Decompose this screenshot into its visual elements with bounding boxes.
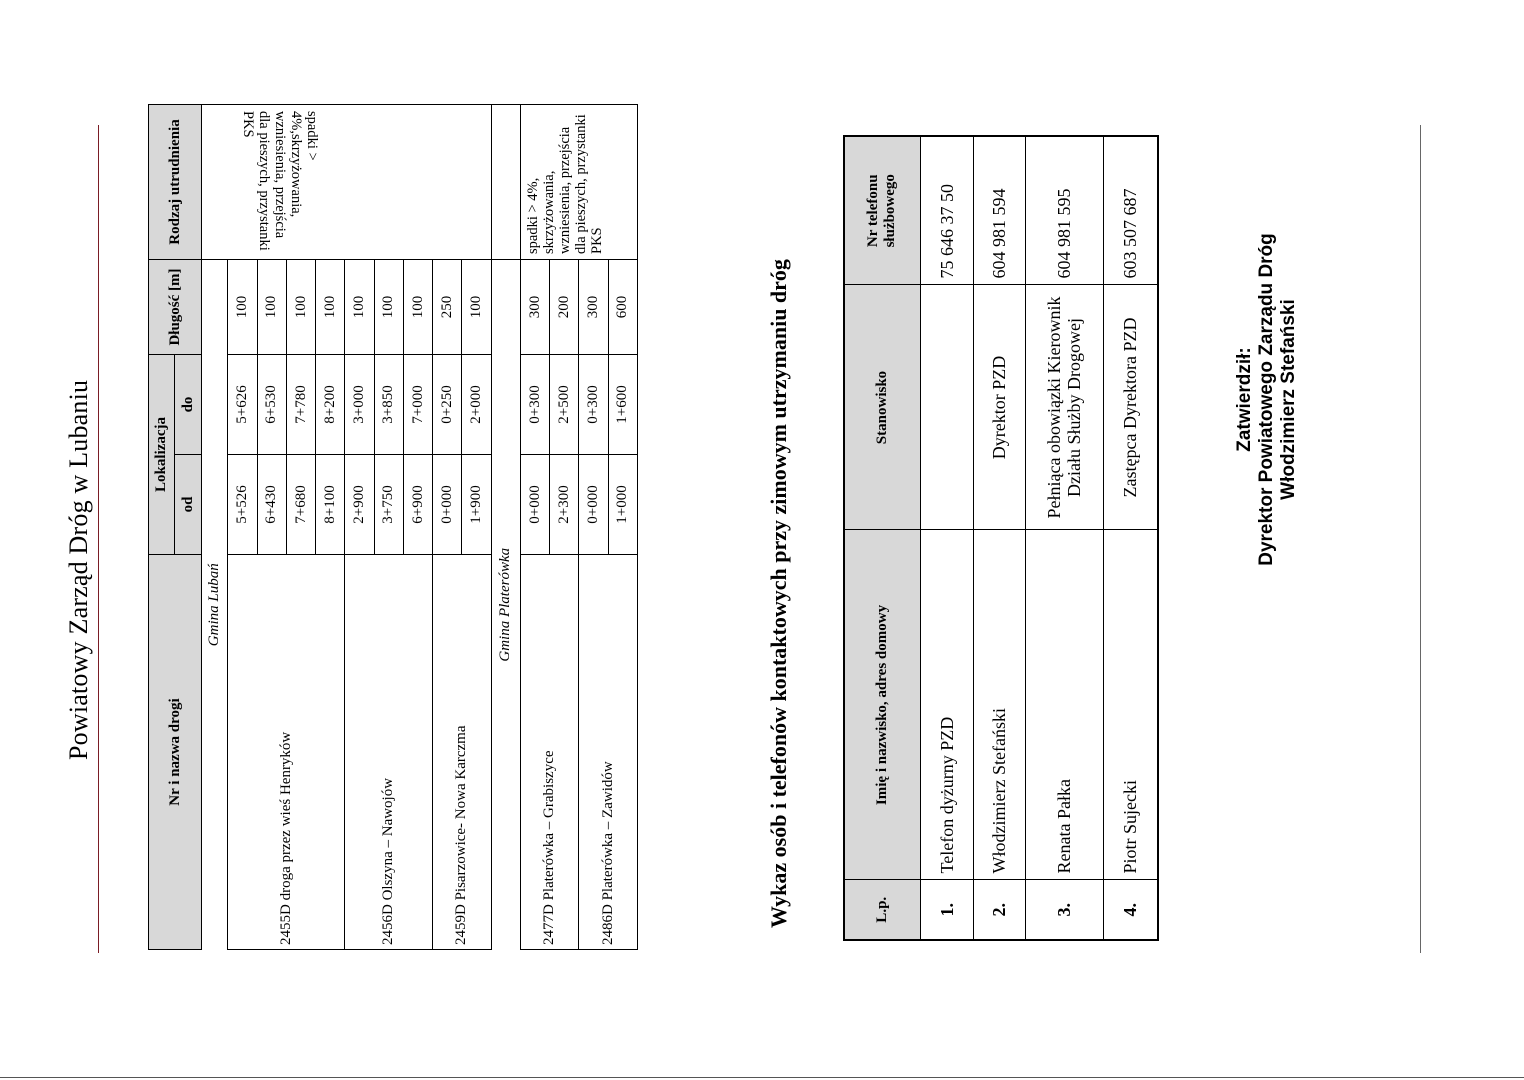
contacts-table [843,135,1159,941]
cell-from: 3+750 [374,455,403,555]
cell-to: 2+500 [550,355,579,455]
signature-approved-label: Zatwierdził: [1234,347,1255,452]
right-margin-rule [1420,125,1421,953]
contact-phone: 603 507 687 [1104,136,1158,285]
group-heading: Gmina Lubań [202,260,228,950]
cell-from: 7+680 [286,455,315,555]
contact-name: Włodzimierz Stefański [974,530,1025,880]
cell-length: 250 [433,260,462,355]
cell-length: 100 [345,260,374,355]
cell-from: 0+000 [520,455,549,555]
col-header-location: Lokalizacja [149,355,175,555]
contact-phone: 604 981 594 [974,136,1025,285]
cell-length: 600 [608,260,637,355]
contact-phone: 75 646 37 50 [920,136,973,285]
cell-length: 100 [286,260,315,355]
cell-from: 8+100 [316,455,345,555]
road-difficulty-table [148,104,638,950]
cell-length: 100 [228,260,257,355]
road-name: 2459D Pisarzowice- Nowa Karczma [433,555,492,950]
cell-to: 7+780 [286,355,315,455]
road-name: 2455D droga przez wieś Henryków [228,555,345,950]
cell-to: 5+626 [228,355,257,455]
col-header-road: Nr i nazwa drogi [149,555,202,950]
signature-block [1234,207,1300,592]
cell-from: 6+430 [257,455,286,555]
col-header-from: od [175,455,202,555]
contact-position: Pełniąca obowiązki Kierownik Działu Służby Drogowej [1025,285,1104,530]
cell-to: 0+250 [433,355,462,455]
cell-length: 100 [462,260,491,355]
road-difficulty-table-wrapper [148,104,638,950]
contacts-title: Wykaz osób i telefonów kontaktowych przy zimowym utrzymaniu dróg [766,259,791,928]
cell-from: 0+000 [433,455,462,555]
col-header-difficulty: Rodzaj utrudnienia [149,105,202,260]
cell-to: 3+000 [345,355,374,455]
cell-to: 0+300 [520,355,549,455]
road-name: 2477D Platerówka – Grabiszyce [520,555,579,950]
col-header-lp: L.p. [844,880,920,940]
contact-position: Zastępca Dyrektora PZD [1104,285,1158,530]
cell-length: 300 [520,260,549,355]
contact-position [920,285,973,530]
cell-to: 3+850 [374,355,403,455]
difficulty-text: spadki > 4%, skrzyżowania, wzniesienia, przejścia dla pieszych, przystanki PKS [524,114,605,254]
cell-from: 1+000 [608,455,637,555]
spacer-cell [491,105,520,260]
col-header-to: do [175,355,202,455]
row-number: 2. [974,880,1025,940]
col-header-name: Imię i nazwisko, adres domowy [844,530,920,880]
contacts-table-wrapper [843,135,1159,941]
cell-to: 1+600 [608,355,637,455]
page-title: Powiatowy Zarząd Dróg w Lubaniu [64,379,93,760]
col-header-phone: Nr telefonu służbowego [844,136,920,285]
col-header-length: Długość [m] [149,260,202,355]
cell-length: 300 [579,260,608,355]
road-name: 2456D Olszyna – Nawojów [345,555,433,950]
cell-to: 6+530 [257,355,286,455]
contact-name: Telefon dyżurny PZD [920,530,973,880]
contact-position: Dyrektor PZD [974,285,1025,530]
cell-from: 2+900 [345,455,374,555]
signature-person: Włodzimierz Stefański [1278,299,1299,500]
row-number: 1. [920,880,973,940]
cell-from: 0+000 [579,455,608,555]
difficulty-cell [520,105,637,260]
difficulty-cell [202,105,491,260]
page-bottom-divider [0,1077,1524,1078]
contact-phone: 604 981 595 [1025,136,1104,285]
col-header-position: Stanowisko [844,285,920,530]
difficulty-text: spadki > 4%,skrzyżowania, wzniesienia, przejścia dla pieszych, przystanki PKS [240,111,321,251]
cell-to: 8+200 [316,355,345,455]
contact-name: Piotr Sujecki [1104,530,1158,880]
cell-from: 5+526 [228,455,257,555]
cell-from: 2+300 [550,455,579,555]
cell-to: 7+000 [403,355,432,455]
group-heading: Gmina Platerówka [491,260,520,950]
contact-name: Renata Pałka [1025,530,1104,880]
cell-length: 200 [550,260,579,355]
cell-to: 0+300 [579,355,608,455]
cell-length: 100 [403,260,432,355]
left-margin-rule [98,125,99,953]
row-number: 4. [1104,880,1158,940]
cell-to: 2+000 [462,355,491,455]
signature-role: Dyrektor Powiatowego Zarządu Dróg [1256,233,1277,566]
cell-length: 100 [374,260,403,355]
cell-from: 6+900 [403,455,432,555]
cell-length: 100 [316,260,345,355]
cell-length: 100 [257,260,286,355]
cell-from: 1+900 [462,455,491,555]
road-name: 2486D Platerówka – Zawidów [579,555,638,950]
row-number: 3. [1025,880,1104,940]
